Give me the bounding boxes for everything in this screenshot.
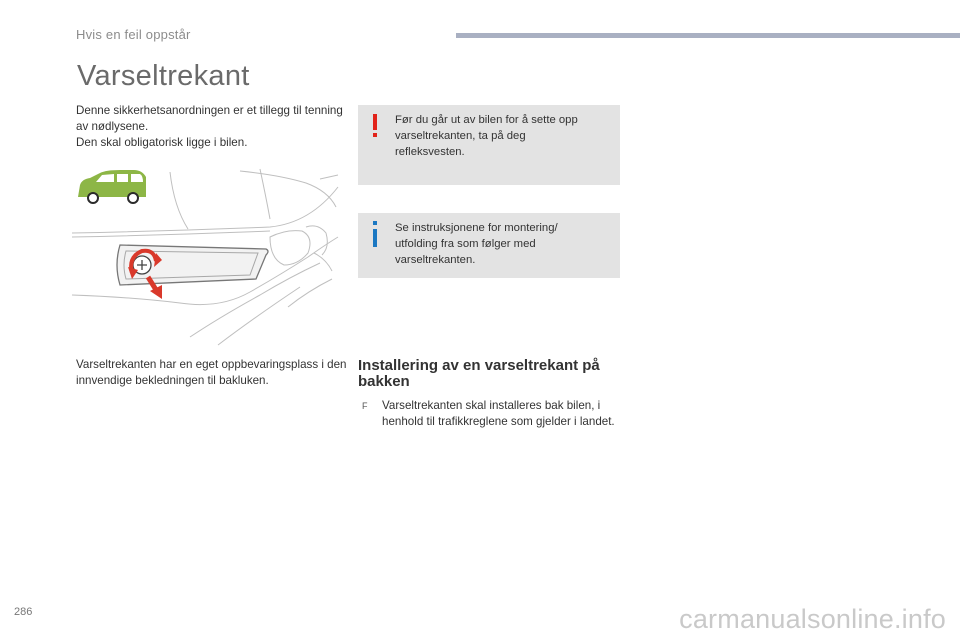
watermark: carmanualsonline.info — [679, 604, 946, 634]
section-header-title: Hvis en feil oppstår — [76, 27, 191, 42]
bullet-marker: F — [362, 401, 368, 411]
page-title: Varseltrekant — [77, 60, 250, 92]
info-note-text: Se instruksjonene for montering/ utfolding fra som følger med varseltrekanten. — [395, 222, 558, 266]
trunk-drawing — [70, 167, 340, 347]
section-heading: Installering av en varseltrekant på bakken — [358, 357, 600, 390]
warning-note — [358, 105, 620, 185]
trunk-illustration — [70, 167, 340, 347]
intro-line-1: Denne sikkerhetsanordningen er et tillegg til tenning av nødlysene. — [76, 104, 343, 133]
header-divider-bar — [456, 33, 960, 38]
bullet-text: Varseltrekanten skal installeres bak bilen, i henhold til trafikkreglene som gjelder i landet. — [382, 399, 615, 428]
exclamation-icon — [370, 114, 380, 138]
list-item — [362, 398, 622, 430]
intro-text — [76, 103, 346, 151]
info-note — [358, 213, 620, 278]
illustration-caption: Varseltrekanten har en eget oppbevaringsplass i den innvendige bekledningen til bakluken. — [76, 358, 347, 387]
warning-note-text: Før du går ut av bilen for å sette opp varseltrekanten, ta på deg refleksvesten. — [395, 114, 578, 158]
car-side-icon — [78, 170, 146, 203]
page-number: 286 — [14, 606, 33, 618]
intro-line-2: Den skal obligatorisk ligge i bilen. — [76, 136, 248, 149]
info-icon — [370, 221, 380, 247]
